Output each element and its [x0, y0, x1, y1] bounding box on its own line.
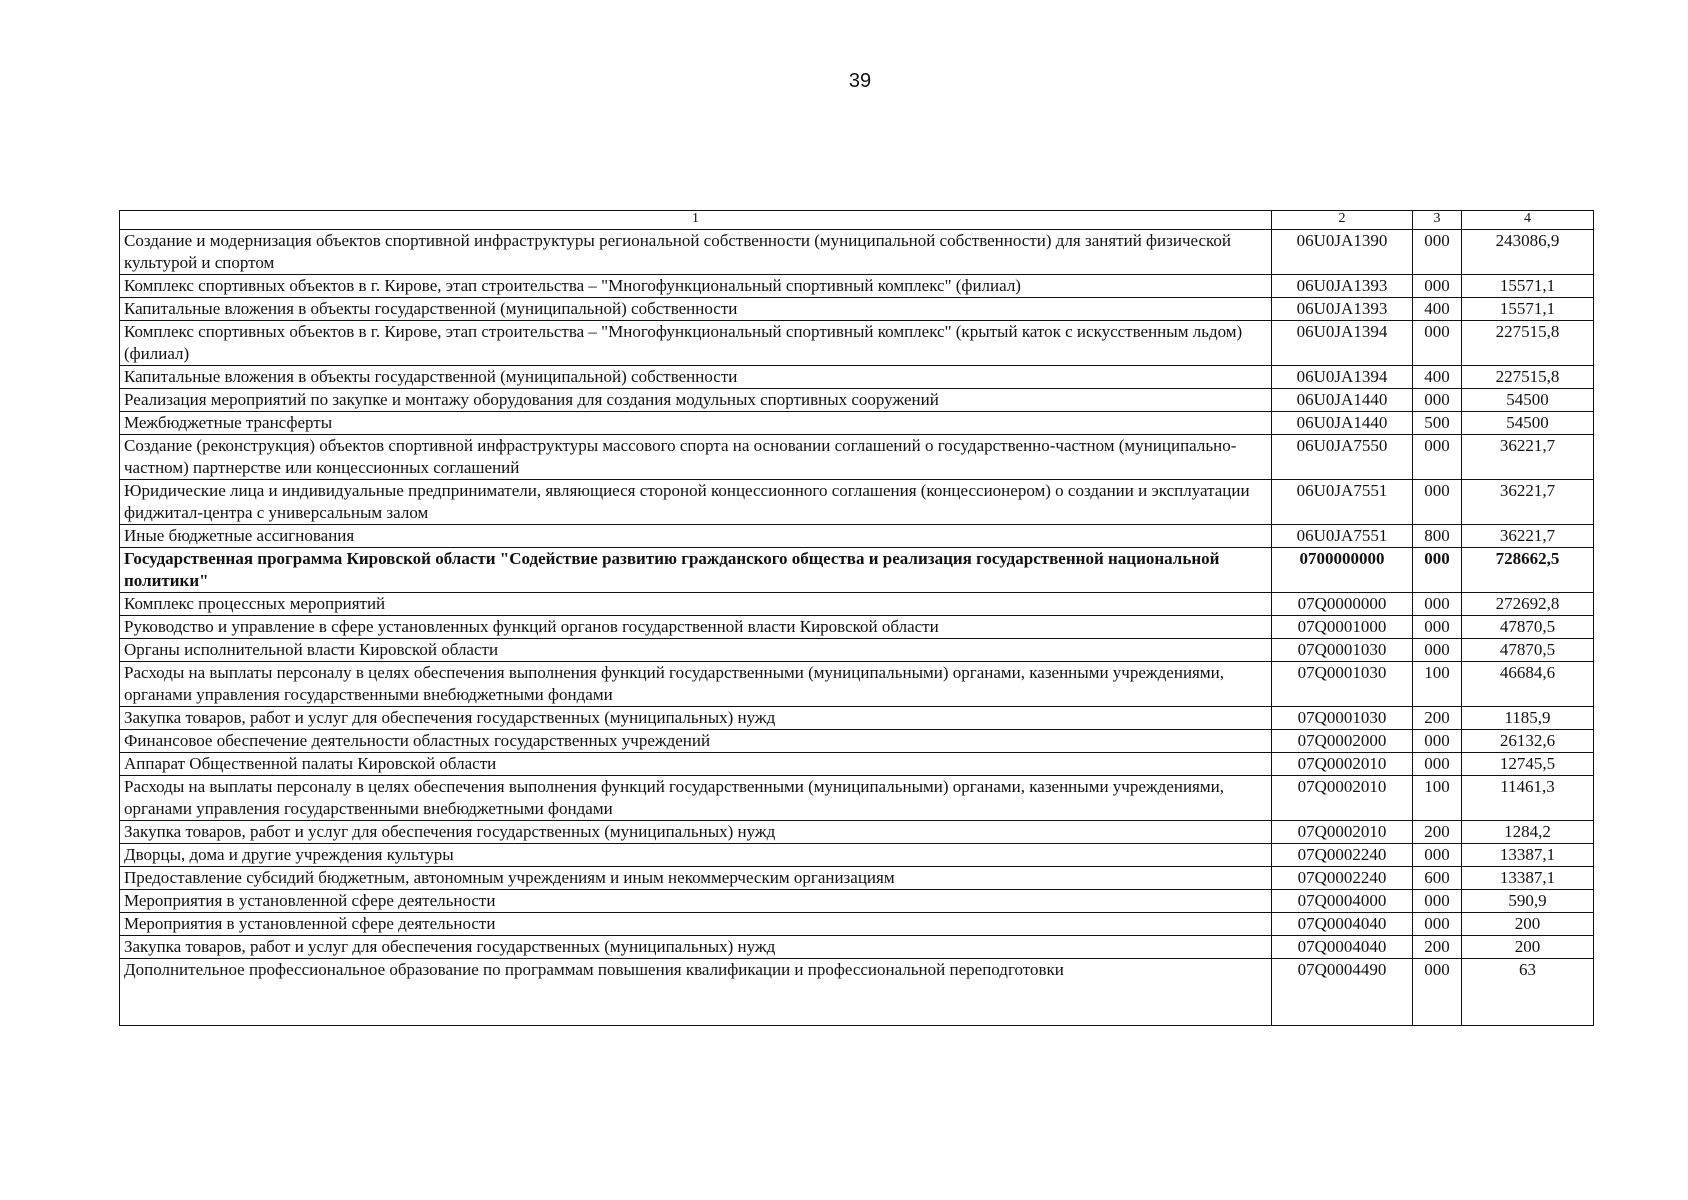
row-sum-cell: 36221,7 — [1462, 525, 1594, 548]
table-row — [120, 844, 1594, 867]
column-header-code: 2 — [1272, 211, 1413, 230]
row-type-cell: 000 — [1413, 275, 1462, 298]
row-sum-cell: 47870,5 — [1462, 639, 1594, 662]
row-code-cell: 06U0JA1390 — [1272, 230, 1413, 275]
row-type-cell: 600 — [1413, 867, 1462, 890]
row-name-cell: Государственная программа Кировской области "Содействие развитию гражданского общества и реализация государственной национальной политики" — [120, 548, 1272, 593]
row-name-cell: Закупка товаров, работ и услуг для обеспечения государственных (муниципальных) нужд — [120, 821, 1272, 844]
column-header-name: 1 — [120, 211, 1272, 230]
row-code-cell: 07Q0002000 — [1272, 730, 1413, 753]
row-code-cell: 07Q0002010 — [1272, 821, 1413, 844]
row-type-cell: 000 — [1413, 548, 1462, 593]
table-row — [120, 730, 1594, 753]
row-sum-cell: 1185,9 — [1462, 707, 1594, 730]
row-code-cell: 07Q0002240 — [1272, 844, 1413, 867]
table-row — [120, 662, 1594, 707]
row-name-cell: Создание и модернизация объектов спортивной инфраструктуры региональной собственности (муниципальной собственности) для занятий физической культурой и спортом — [120, 230, 1272, 275]
table-row — [120, 936, 1594, 959]
row-type-cell: 100 — [1413, 662, 1462, 707]
row-name-cell: Мероприятия в установленной сфере деятельности — [120, 913, 1272, 936]
row-code-cell: 07Q0004490 — [1272, 959, 1413, 1026]
row-sum-cell: 26132,6 — [1462, 730, 1594, 753]
table-row — [120, 366, 1594, 389]
page-number: 39 — [848, 70, 872, 92]
row-name-cell: Предоставление субсидий бюджетным, автономным учреждениям и иным некоммерческим организациям — [120, 867, 1272, 890]
table-row — [120, 593, 1594, 616]
row-type-cell: 000 — [1413, 639, 1462, 662]
row-sum-cell: 728662,5 — [1462, 548, 1594, 593]
row-type-cell: 000 — [1413, 593, 1462, 616]
row-code-cell: 07Q0001030 — [1272, 639, 1413, 662]
row-code-cell: 06U0JA7551 — [1272, 480, 1413, 525]
row-sum-cell: 47870,5 — [1462, 616, 1594, 639]
row-sum-cell: 227515,8 — [1462, 366, 1594, 389]
row-type-cell: 200 — [1413, 821, 1462, 844]
row-type-cell: 200 — [1413, 707, 1462, 730]
row-type-cell: 000 — [1413, 321, 1462, 366]
row-sum-cell: 12745,5 — [1462, 753, 1594, 776]
table-row — [120, 616, 1594, 639]
table-row — [120, 230, 1594, 275]
row-sum-cell: 200 — [1462, 936, 1594, 959]
row-sum-cell: 590,9 — [1462, 890, 1594, 913]
row-sum-cell: 63 — [1462, 959, 1594, 1026]
row-code-cell: 07Q0004040 — [1272, 936, 1413, 959]
row-name-cell: Аппарат Общественной палаты Кировской области — [120, 753, 1272, 776]
row-sum-cell: 13387,1 — [1462, 844, 1594, 867]
row-name-cell: Иные бюджетные ассигнования — [120, 525, 1272, 548]
row-type-cell: 400 — [1413, 366, 1462, 389]
row-type-cell: 000 — [1413, 389, 1462, 412]
row-name-cell: Закупка товаров, работ и услуг для обеспечения государственных (муниципальных) нужд — [120, 707, 1272, 730]
table-row — [120, 753, 1594, 776]
table-row — [120, 275, 1594, 298]
row-code-cell: 06U0JA7550 — [1272, 435, 1413, 480]
row-sum-cell: 15571,1 — [1462, 275, 1594, 298]
row-sum-cell: 272692,8 — [1462, 593, 1594, 616]
row-sum-cell: 36221,7 — [1462, 480, 1594, 525]
row-code-cell: 07Q0002240 — [1272, 867, 1413, 890]
row-code-cell: 06U0JA1440 — [1272, 389, 1413, 412]
row-sum-cell: 54500 — [1462, 389, 1594, 412]
row-code-cell: 07Q0001030 — [1272, 707, 1413, 730]
row-name-cell: Юридические лица и индивидуальные предприниматели, являющиеся стороной концессионного соглашения (концессионером) о создании и эксплуатации фиджитал-центра с универсальным залом — [120, 480, 1272, 525]
row-type-cell: 000 — [1413, 730, 1462, 753]
row-code-cell: 06U0JA1393 — [1272, 275, 1413, 298]
row-type-cell: 500 — [1413, 412, 1462, 435]
row-code-cell: 06U0JA1394 — [1272, 366, 1413, 389]
row-name-cell: Расходы на выплаты персоналу в целях обеспечения выполнения функций государственными (муниципальными) органами, казенными учреждениями, органами управления государственными внебюджетными фондами — [120, 776, 1272, 821]
row-sum-cell: 11461,3 — [1462, 776, 1594, 821]
row-type-cell: 800 — [1413, 525, 1462, 548]
row-code-cell: 06U0JA1394 — [1272, 321, 1413, 366]
row-sum-cell: 227515,8 — [1462, 321, 1594, 366]
table-row — [120, 321, 1594, 366]
table-row — [120, 525, 1594, 548]
row-sum-cell: 54500 — [1462, 412, 1594, 435]
row-type-cell: 000 — [1413, 480, 1462, 525]
table-row — [120, 707, 1594, 730]
row-sum-cell: 15571,1 — [1462, 298, 1594, 321]
table-row — [120, 913, 1594, 936]
row-sum-cell: 1284,2 — [1462, 821, 1594, 844]
row-name-cell: Органы исполнительной власти Кировской области — [120, 639, 1272, 662]
row-type-cell: 000 — [1413, 844, 1462, 867]
column-header-sum: 4 — [1462, 211, 1594, 230]
table-header-row — [120, 211, 1594, 230]
row-code-cell: 06U0JA1393 — [1272, 298, 1413, 321]
table-row — [120, 298, 1594, 321]
row-sum-cell: 46684,6 — [1462, 662, 1594, 707]
row-sum-cell: 13387,1 — [1462, 867, 1594, 890]
row-code-cell: 07Q0001000 — [1272, 616, 1413, 639]
row-sum-cell: 243086,9 — [1462, 230, 1594, 275]
table-row — [120, 389, 1594, 412]
row-code-cell: 06U0JA7551 — [1272, 525, 1413, 548]
row-code-cell: 07Q0000000 — [1272, 593, 1413, 616]
row-name-cell: Дополнительное профессиональное образование по программам повышения квалификации и профессиональной переподготовки — [120, 959, 1272, 1026]
table-row — [120, 480, 1594, 525]
row-name-cell: Комплекс спортивных объектов в г. Кирове, этап строительства – "Многофункциональный спортивный комплекс" (крытый каток с искусственным льдом) (филиал) — [120, 321, 1272, 366]
row-type-cell: 200 — [1413, 936, 1462, 959]
row-code-cell: 06U0JA1440 — [1272, 412, 1413, 435]
table-row — [120, 867, 1594, 890]
row-type-cell: 000 — [1413, 435, 1462, 480]
row-name-cell: Финансовое обеспечение деятельности областных государственных учреждений — [120, 730, 1272, 753]
row-type-cell: 000 — [1413, 230, 1462, 275]
table-row — [120, 959, 1594, 1026]
row-name-cell: Комплекс процессных мероприятий — [120, 593, 1272, 616]
row-code-cell: 07Q0002010 — [1272, 776, 1413, 821]
row-type-cell: 000 — [1413, 959, 1462, 1026]
table-row — [120, 412, 1594, 435]
row-sum-cell: 200 — [1462, 913, 1594, 936]
row-name-cell: Расходы на выплаты персоналу в целях обеспечения выполнения функций государственными (муниципальными) органами, казенными учреждениями, органами управления государственными внебюджетными фондами — [120, 662, 1272, 707]
row-type-cell: 000 — [1413, 913, 1462, 936]
table-row — [120, 435, 1594, 480]
row-code-cell: 0700000000 — [1272, 548, 1413, 593]
row-sum-cell: 36221,7 — [1462, 435, 1594, 480]
table-row — [120, 890, 1594, 913]
row-code-cell: 07Q0001030 — [1272, 662, 1413, 707]
row-type-cell: 000 — [1413, 753, 1462, 776]
row-code-cell: 07Q0004040 — [1272, 913, 1413, 936]
table-row — [120, 548, 1594, 593]
table-row — [120, 821, 1594, 844]
table-row — [120, 776, 1594, 821]
table-body — [120, 230, 1594, 1026]
row-name-cell: Капитальные вложения в объекты государственной (муниципальной) собственности — [120, 366, 1272, 389]
row-type-cell: 000 — [1413, 616, 1462, 639]
row-name-cell: Закупка товаров, работ и услуг для обеспечения государственных (муниципальных) нужд — [120, 936, 1272, 959]
row-name-cell: Создание (реконструкция) объектов спортивной инфраструктуры массового спорта на основании соглашений о государственно-частном (муниципально-частном) партнерстве или концессионных соглашений — [120, 435, 1272, 480]
budget-table — [119, 210, 1594, 1026]
row-code-cell: 07Q0002010 — [1272, 753, 1413, 776]
row-code-cell: 07Q0004000 — [1272, 890, 1413, 913]
row-type-cell: 100 — [1413, 776, 1462, 821]
table-row — [120, 639, 1594, 662]
row-type-cell: 000 — [1413, 890, 1462, 913]
row-type-cell: 400 — [1413, 298, 1462, 321]
row-name-cell: Руководство и управление в сфере установленных функций органов государственной власти Кировской области — [120, 616, 1272, 639]
row-name-cell: Межбюджетные трансферты — [120, 412, 1272, 435]
row-name-cell: Дворцы, дома и другие учреждения культуры — [120, 844, 1272, 867]
column-header-type: 3 — [1413, 211, 1462, 230]
row-name-cell: Комплекс спортивных объектов в г. Кирове, этап строительства – "Многофункциональный спортивный комплекс" (филиал) — [120, 275, 1272, 298]
row-name-cell: Мероприятия в установленной сфере деятельности — [120, 890, 1272, 913]
row-name-cell: Реализация мероприятий по закупке и монтажу оборудования для создания модульных спортивных сооружений — [120, 389, 1272, 412]
row-name-cell: Капитальные вложения в объекты государственной (муниципальной) собственности — [120, 298, 1272, 321]
